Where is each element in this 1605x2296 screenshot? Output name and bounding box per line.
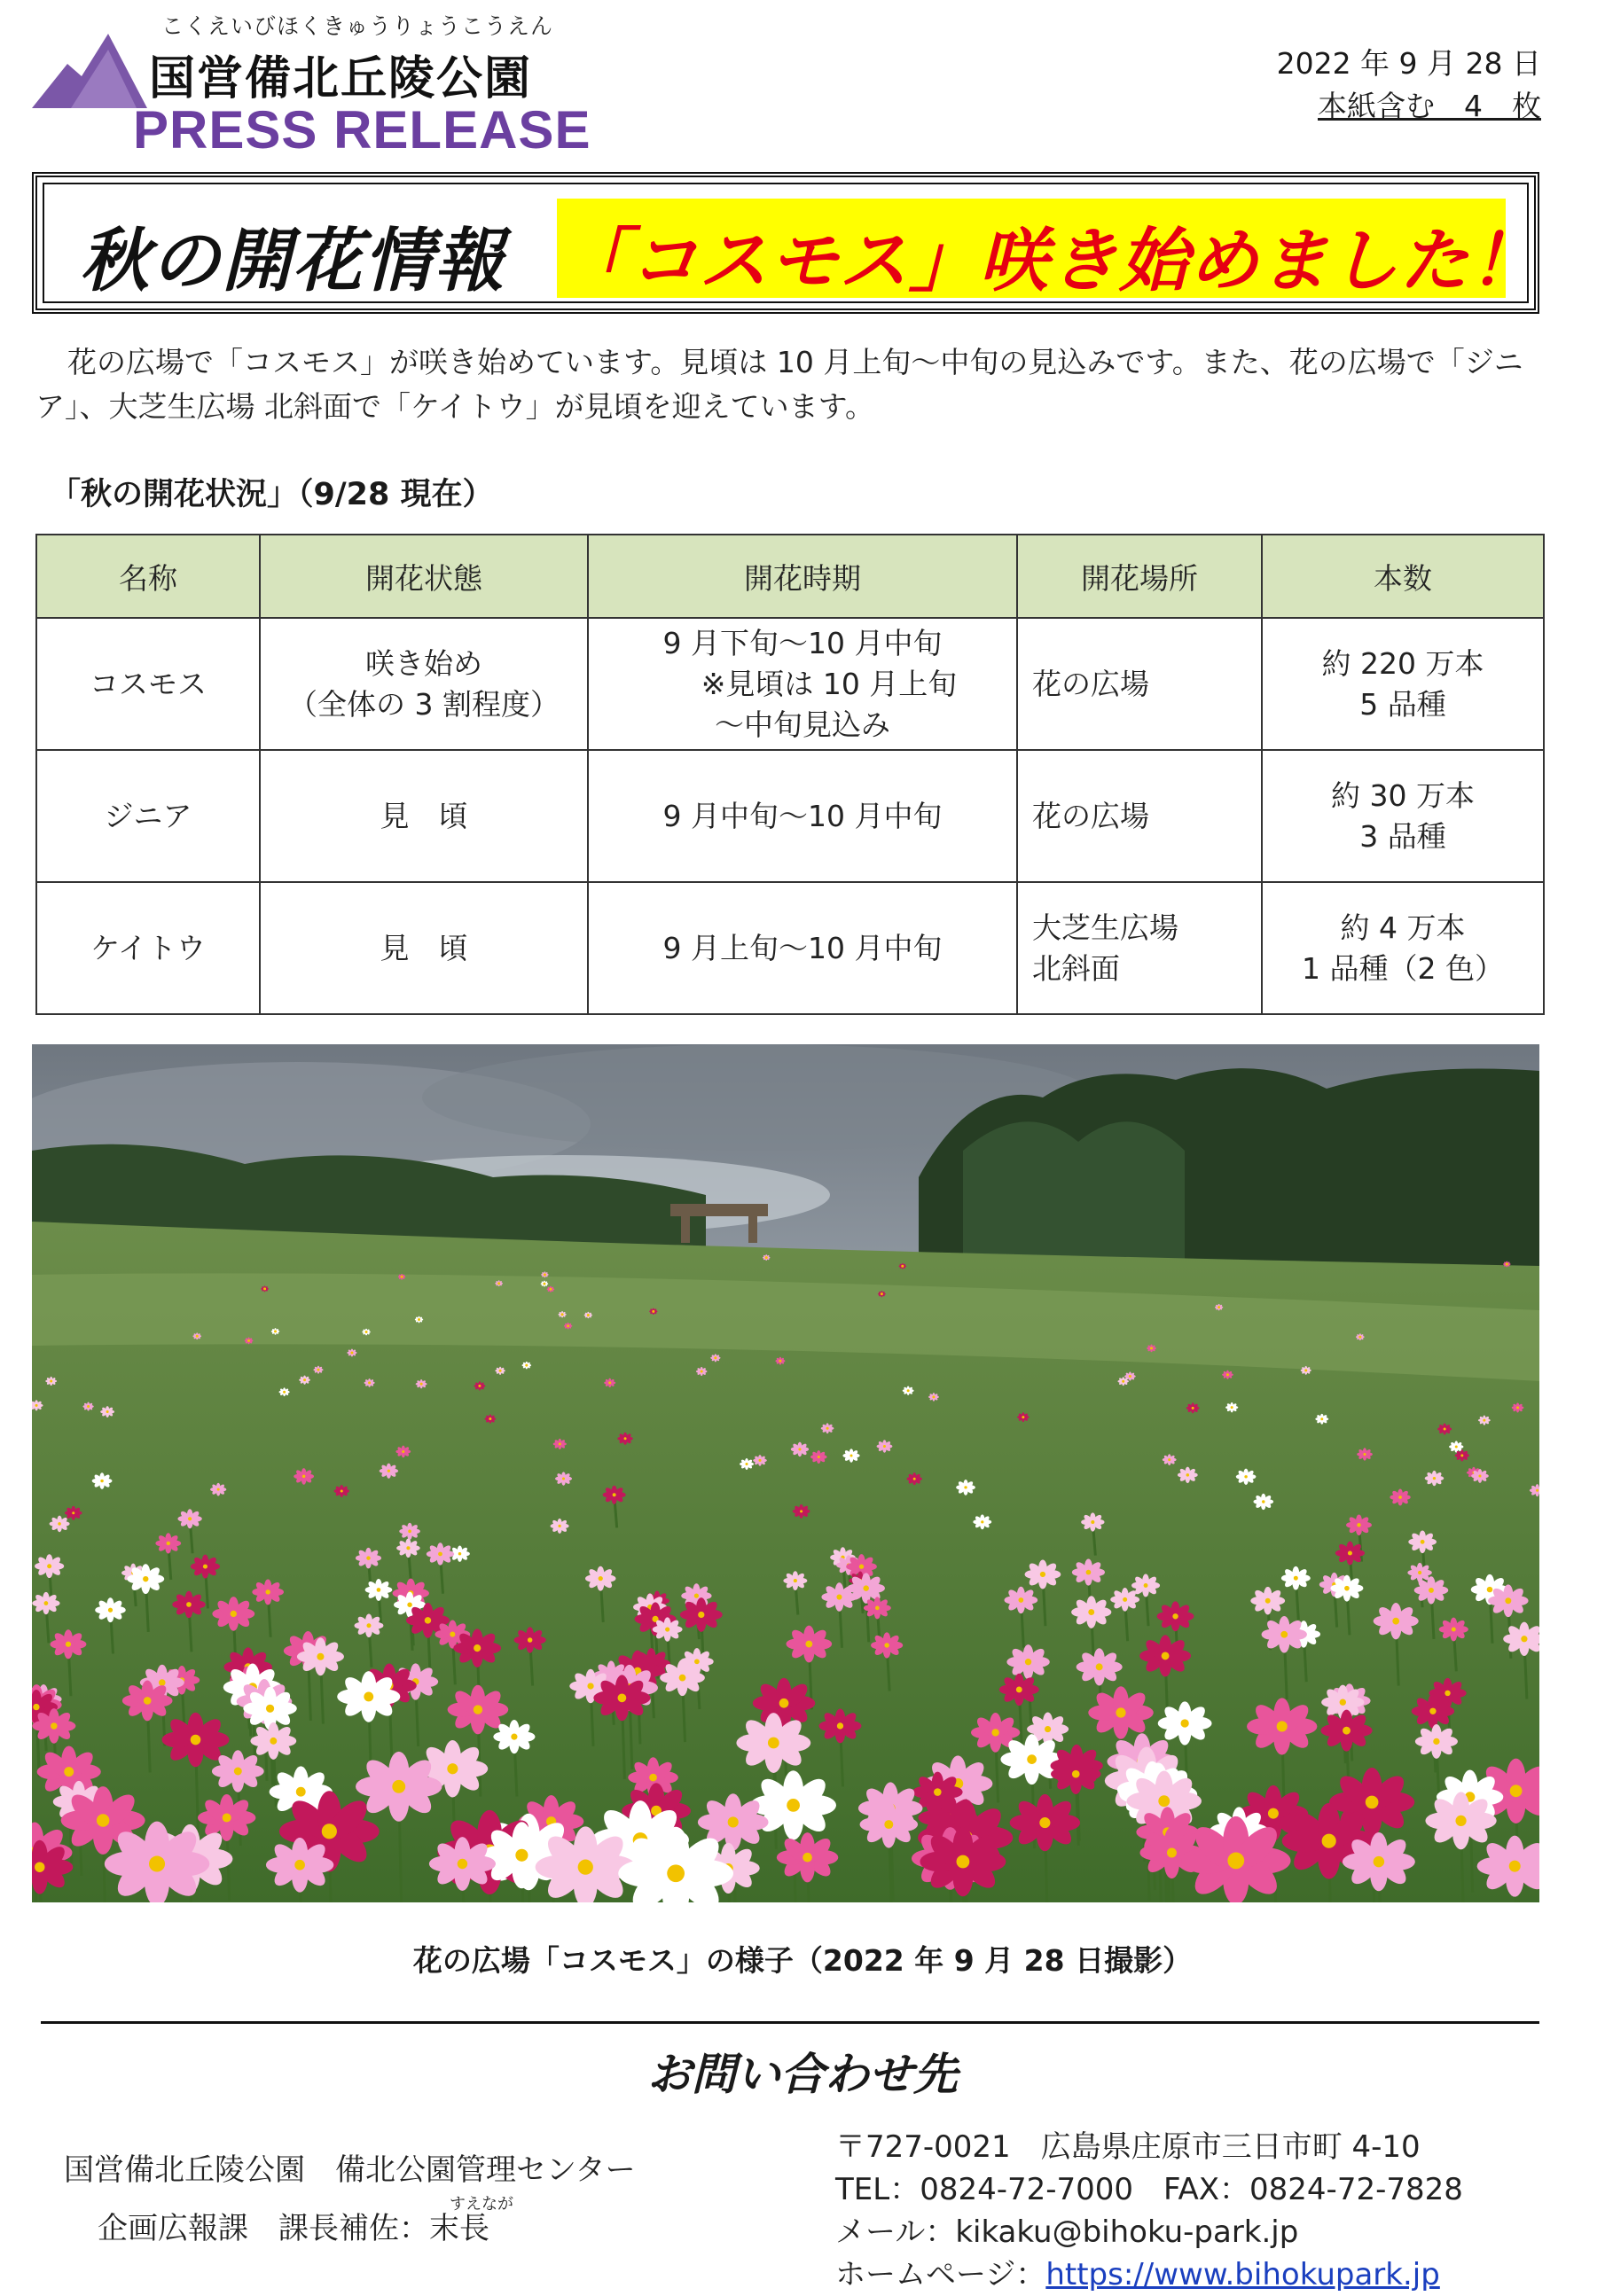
plant-count	[1262, 618, 1544, 750]
cosmos-flower	[1186, 1402, 1200, 1413]
cell-line: 1 品種（2 色）	[1302, 950, 1504, 986]
cosmos-field-image	[32, 1044, 1539, 1902]
cosmos-flower	[1390, 1489, 1411, 1506]
cosmos-flower	[271, 1328, 279, 1335]
plant-count	[1262, 750, 1544, 882]
bloom-period: 9 月中旬～10 月中旬	[588, 750, 1017, 882]
cosmos-flower	[294, 1468, 314, 1485]
cosmos-flower	[906, 1472, 922, 1485]
title-main: 秋の開花情報	[80, 222, 506, 301]
cell-line: 5 品種	[1359, 686, 1446, 722]
cosmos-flower	[1253, 1494, 1273, 1510]
column-header: 本数	[1262, 535, 1544, 618]
cosmos-flower	[415, 1316, 423, 1324]
cosmos-flower	[821, 1423, 834, 1433]
press-release-label: PRESS RELEASE	[133, 100, 591, 160]
cosmos-flower	[1236, 1469, 1257, 1485]
page-count: 本紙含む 4 枚	[1318, 89, 1541, 123]
park-logo-icon	[32, 30, 147, 110]
bloom-period: 9 月上旬～10 月中旬	[588, 882, 1017, 1014]
cell-line: ※見頃は 10 月上旬	[701, 666, 958, 701]
cosmos-flower	[1301, 1366, 1311, 1375]
cosmos-flower	[1178, 1467, 1198, 1483]
cosmos-flower	[474, 1381, 485, 1390]
cosmos-flower	[956, 1480, 975, 1496]
column-header: 開花時期	[588, 535, 1017, 618]
cosmos-flower	[878, 1291, 886, 1297]
cosmos-flower	[547, 1286, 555, 1292]
contact-person: 企画広報課 課長補佐：末長	[98, 2211, 489, 2246]
cosmos-field-photo	[32, 1044, 1539, 1902]
status-heading: 「秋の開花状況」（9/28 現在）	[50, 477, 494, 512]
cell-line: 約 4 万本	[1340, 910, 1466, 945]
cosmos-flower	[553, 1439, 567, 1449]
column-header: 開花状態	[260, 535, 588, 618]
homepage-link[interactable]: https://www.bihokupark.jp	[1045, 2257, 1440, 2292]
cosmos-flower	[564, 1323, 572, 1330]
cosmos-flower	[313, 1366, 323, 1374]
cell-line: 咲き始め	[365, 645, 482, 681]
cosmos-flower	[1163, 1454, 1177, 1465]
bloom-period	[588, 618, 1017, 750]
cosmos-flower	[541, 1281, 549, 1287]
cosmos-flower	[192, 1332, 201, 1339]
plant-count	[1262, 882, 1544, 1014]
cosmos-flower	[1225, 1402, 1238, 1413]
lead-paragraph: 花の広場で「コスモス」が咲き始めています。見頃は 10 月上旬～中旬の見込みです。また、花の広場で「ジニア」、大芝生広場 北斜面で「ケイトウ」が見頃を迎えています。	[35, 345, 1523, 424]
cosmos-flower	[1357, 1448, 1373, 1460]
flower-name: ジニア	[36, 750, 260, 882]
cosmos-flower	[495, 1367, 505, 1375]
cosmos-flower	[791, 1442, 809, 1457]
cosmos-flower	[793, 1504, 810, 1519]
cosmos-flower	[1455, 1449, 1469, 1461]
cosmos-flower	[50, 1516, 70, 1533]
phone-fax: TEL：0824-72-7000 FAX：0824-72-7828	[835, 2172, 1463, 2207]
cosmos-flower	[1356, 1333, 1365, 1340]
cell-line: 花の広場	[1032, 666, 1149, 701]
cosmos-flower	[696, 1367, 708, 1376]
cell-line: 大芝生広場	[1032, 910, 1178, 945]
cosmos-flower	[617, 1433, 632, 1445]
cosmos-flower	[105, 1822, 209, 1902]
column-header: 開花場所	[1017, 535, 1262, 618]
cosmos-flower	[210, 1483, 226, 1496]
cosmos-flower	[1017, 1412, 1030, 1422]
cosmos-flower	[362, 1329, 370, 1336]
bloom-place	[1017, 618, 1262, 750]
cosmos-flower	[1315, 1414, 1328, 1425]
cosmos-flower	[842, 1449, 859, 1463]
title-highlight-text: 「コスモス」咲き始めました！	[559, 222, 1540, 301]
cosmos-flower	[399, 1523, 420, 1540]
postal-address: 〒727-0021 広島県庄原市三日市町 4-10	[835, 2129, 1421, 2165]
cosmos-flower	[398, 1274, 405, 1280]
cosmos-flower	[559, 1311, 567, 1317]
cosmos-flower	[484, 1414, 496, 1423]
cosmos-flower	[92, 1472, 113, 1489]
cosmos-flower	[416, 1379, 427, 1388]
cosmos-flower	[1512, 1402, 1524, 1412]
cosmos-flower	[380, 1464, 398, 1479]
cosmos-flower	[555, 1472, 572, 1485]
cosmos-flower	[928, 1393, 939, 1402]
column-header: 名称	[36, 535, 260, 618]
cosmos-flower	[1117, 1377, 1128, 1386]
bloom-state: 見 頃	[260, 750, 588, 882]
cosmos-flower	[334, 1485, 349, 1497]
cosmos-flower	[903, 1386, 914, 1395]
person-ruby: すえなが	[450, 2195, 513, 2214]
logo-ruby: こくえいびほくきゅうりょうこうえん	[161, 13, 554, 39]
cosmos-flower	[710, 1354, 720, 1362]
table-row	[36, 882, 1544, 1014]
cosmos-flower	[1181, 1816, 1290, 1902]
cosmos-flower	[649, 1308, 657, 1315]
cosmos-flower	[395, 1446, 411, 1458]
table-row	[36, 750, 1544, 882]
cosmos-flower	[541, 1271, 548, 1277]
cosmos-flower	[877, 1440, 893, 1452]
cosmos-flower	[775, 1357, 785, 1365]
contact-heading: お問い合わせ先	[647, 2049, 958, 2100]
bloom-status-table	[35, 534, 1545, 1015]
park-name: 国営備北丘陵公園	[149, 52, 533, 105]
cosmos-flower	[551, 1519, 569, 1534]
cosmos-flower	[82, 1402, 93, 1411]
bloom-state: 見 頃	[260, 882, 588, 1014]
cell-line: 9 月下旬～10 月中旬	[662, 625, 943, 660]
contact-organization: 国営備北丘陵公園 備北公園管理センター	[64, 2152, 636, 2188]
cosmos-flower	[347, 1348, 356, 1356]
homepage-line	[835, 2253, 1463, 2296]
cell-line: 約 220 万本	[1321, 645, 1484, 681]
cosmos-flower	[100, 1406, 114, 1417]
bloom-place	[1017, 882, 1262, 1014]
table-header-row	[36, 535, 1544, 618]
cell-line: （全体の 3 割程度）	[288, 686, 560, 722]
cosmos-flower	[1215, 1304, 1223, 1310]
cosmos-flower	[1147, 1345, 1156, 1353]
cosmos-flower	[364, 1378, 375, 1387]
cell-line: 3 品種	[1359, 818, 1446, 854]
photo-caption: 花の広場「コスモス」の様子（2022 年 9 月 28 日撮影）	[412, 1943, 1193, 1978]
cosmos-flower	[1437, 1424, 1452, 1435]
contact-details	[835, 2126, 1463, 2296]
cell-line: ～中旬見込み	[715, 707, 890, 742]
cosmos-flower	[763, 1254, 770, 1261]
bloom-place: 花の広場	[1017, 750, 1262, 882]
homepage-label: ホームページ：	[835, 2257, 1046, 2292]
table-row	[36, 618, 1544, 750]
cosmos-flower	[740, 1458, 754, 1470]
cosmos-flower	[899, 1263, 906, 1269]
release-date: 2022 年 9 月 28 日	[1276, 46, 1541, 81]
cosmos-flower	[299, 1375, 310, 1384]
cosmos-flower	[973, 1514, 991, 1529]
cosmos-flower	[1503, 1261, 1510, 1268]
cosmos-flower	[45, 1377, 57, 1386]
cosmos-flower	[245, 1337, 254, 1344]
cosmos-flower	[584, 1312, 592, 1318]
cosmos-flower	[1471, 1469, 1489, 1483]
cosmos-flower	[1478, 1416, 1491, 1425]
cosmos-flower	[495, 1280, 503, 1286]
cosmos-flower	[1425, 1471, 1444, 1486]
cosmos-flower	[65, 1506, 82, 1520]
cell-line: 北斜面	[1032, 950, 1120, 986]
cosmos-flower	[810, 1450, 827, 1464]
bloom-state	[260, 618, 588, 750]
cosmos-flower	[522, 1362, 532, 1370]
divider	[41, 2021, 1539, 2024]
email-address: メール：kikaku@bihoku-park.jp	[835, 2214, 1299, 2250]
cosmos-flower	[1222, 1371, 1233, 1379]
cosmos-flower	[261, 1285, 269, 1292]
cosmos-flower	[278, 1387, 289, 1396]
cosmos-flower	[604, 1378, 615, 1388]
flower-name: コスモス	[36, 618, 260, 750]
cell-line: 約 30 万本	[1331, 777, 1475, 813]
cosmos-flower	[753, 1455, 767, 1466]
flower-name: ケイトウ	[36, 882, 260, 1014]
